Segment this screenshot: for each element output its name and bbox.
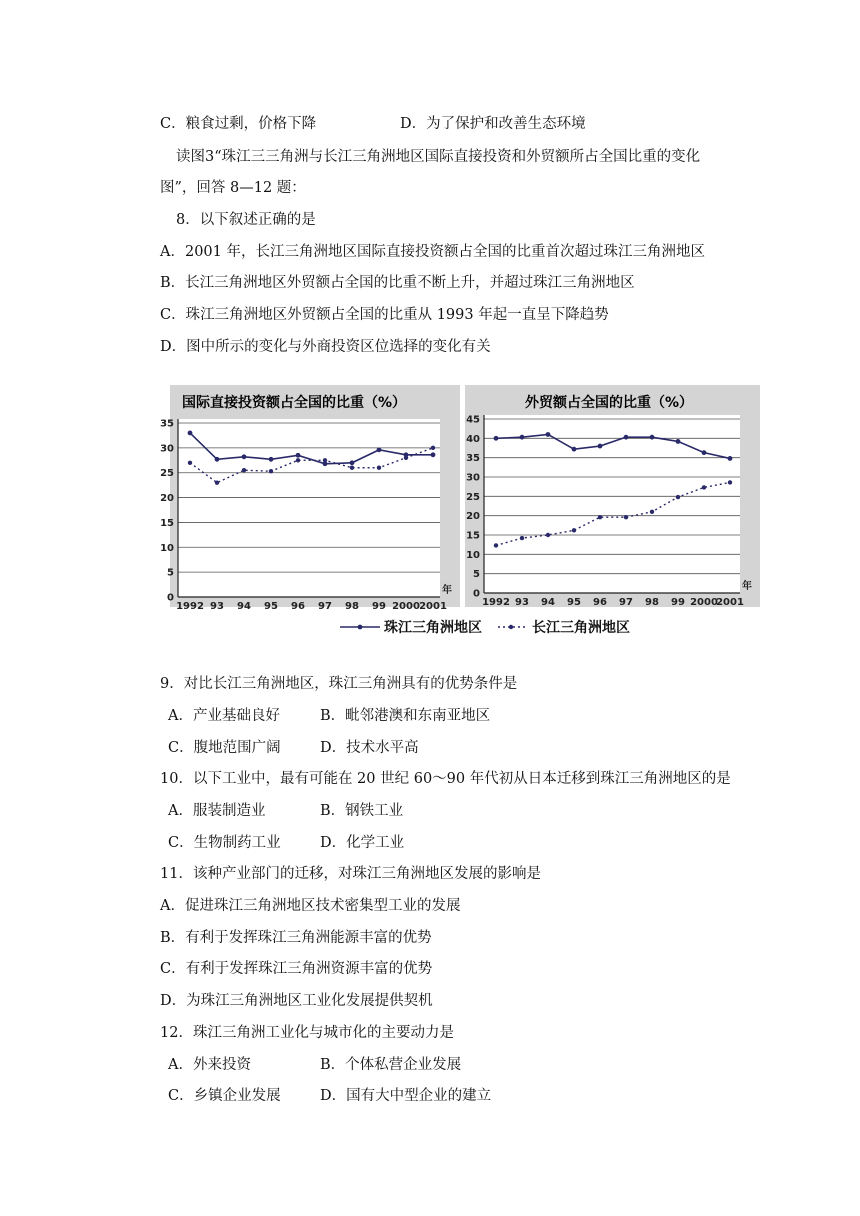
- q9-option-b: B．毗邻港澳和东南亚地区: [320, 708, 491, 724]
- data-point-1-0-2: [546, 432, 551, 437]
- x-tick-label-0-5: 97: [318, 601, 332, 612]
- chart-left-title: 国际直接投资额占全国的比重（%）: [182, 395, 407, 411]
- y-tick-label-1-7: 35: [466, 453, 480, 465]
- x-tick-label-0-3: 95: [264, 601, 278, 612]
- q8-option-a: A．2001 年，长江三角洲地区国际直接投资额占全国的比重首次超过珠江三角洲地区: [160, 244, 705, 260]
- y-tick-label-0-4: 20: [160, 493, 174, 505]
- q7-option-c: C．粮食过剩，价格下降: [160, 116, 317, 132]
- y-tick-label-0-0: 0: [167, 592, 174, 604]
- chart-right: [466, 415, 752, 609]
- data-point-1-1-7: [676, 495, 680, 499]
- q12-stem: 12．珠江三角洲工业化与城市化的主要动力是: [160, 1025, 454, 1041]
- data-point-1-1-3: [572, 528, 576, 532]
- chart-figure: [160, 385, 760, 640]
- x-tick-label-1-2: 94: [541, 597, 555, 608]
- data-point-1-0-6: [650, 435, 655, 440]
- data-point-0-1-3: [269, 469, 273, 473]
- data-point-0-0-1: [215, 457, 220, 462]
- q10-option-d: D．化学工业: [320, 835, 405, 851]
- data-point-1-0-0: [494, 436, 499, 441]
- data-point-0-1-2: [242, 468, 246, 472]
- data-point-1-0-8: [702, 450, 707, 455]
- legend-label-series1: 珠江三角洲地区: [384, 620, 482, 636]
- data-point-1-1-5: [624, 515, 628, 519]
- q8-option-b: B．长江三角洲地区外贸额占全国的比重不断上升，并超过珠江三角洲地区: [160, 275, 635, 291]
- data-point-0-0-6: [350, 460, 355, 465]
- q10-option-a: A．服装制造业: [168, 803, 266, 819]
- intro-line-1: 读图3“珠江三三角洲与长江三角洲地区国际直接投资和外贸额所占全国比重的变化: [176, 149, 701, 165]
- q9-stem: 9．对比长江三角洲地区，珠江三角洲具有的优势条件是: [160, 676, 518, 692]
- q12-option-d: D．国有大中型企业的建立: [320, 1088, 492, 1104]
- data-point-1-1-1: [520, 536, 524, 540]
- q11-option-a: A．促进珠江三角洲地区技术密集型工业的发展: [160, 898, 461, 914]
- chart-right-title: 外贸额占全国的比重（%）: [525, 395, 694, 411]
- q12-option-b: B．个体私营企业发展: [320, 1057, 462, 1073]
- legend-marker-solid: [358, 625, 363, 630]
- data-point-0-1-9: [431, 446, 435, 450]
- q12-option-c: C．乡镇企业发展: [168, 1088, 281, 1104]
- data-point-0-1-1: [215, 480, 219, 484]
- data-point-0-0-0: [188, 431, 193, 436]
- y-tick-label-0-3: 15: [160, 517, 174, 529]
- y-tick-label-1-5: 25: [466, 491, 480, 503]
- data-point-0-0-2: [242, 454, 247, 459]
- y-tick-label-0-5: 25: [160, 468, 174, 480]
- x-tick-label-0-2: 94: [237, 601, 251, 612]
- x-tick-label-1-6: 98: [645, 597, 659, 608]
- x-tick-label-0-1: 93: [210, 601, 224, 612]
- q8-stem: 8．以下叙述正确的是: [176, 212, 316, 228]
- q10-option-c: C．生物制药工业: [168, 835, 281, 851]
- q11-option-b: B．有利于发挥珠江三角洲能源丰富的优势: [160, 930, 432, 946]
- data-point-0-0-3: [269, 457, 274, 462]
- data-point-1-0-7: [676, 439, 681, 444]
- x-tick-label-1-7: 99: [671, 597, 685, 608]
- x-tick-label-0-8: 2000: [392, 601, 420, 612]
- x-unit-label-1: 年: [742, 581, 752, 592]
- x-tick-label-1-8: 2000: [690, 597, 718, 608]
- y-tick-label-1-3: 15: [466, 530, 480, 542]
- plot-area-0: [178, 419, 440, 597]
- x-tick-label-0-7: 99: [372, 601, 386, 612]
- data-point-0-1-6: [350, 466, 354, 470]
- data-point-1-0-9: [728, 456, 733, 461]
- y-tick-label-1-4: 20: [466, 511, 480, 523]
- y-tick-label-0-1: 5: [167, 567, 174, 579]
- y-tick-label-0-6: 30: [160, 443, 174, 455]
- q10-stem: 10．以下工业中，最有可能在 20 世纪 60～90 年代初从日本迁移到珠江三角洲地区的是: [160, 771, 731, 787]
- y-tick-label-1-6: 30: [466, 472, 480, 484]
- data-point-1-0-4: [598, 444, 603, 449]
- data-point-0-1-4: [296, 458, 300, 462]
- x-tick-label-1-4: 96: [593, 597, 607, 608]
- q9-option-a: A．产业基础良好: [168, 708, 280, 724]
- q9-option-d: D．技术水平高: [320, 740, 419, 756]
- x-tick-label-1-9: 2001: [716, 597, 744, 608]
- x-unit-label-0: 年: [442, 585, 452, 596]
- legend: [340, 619, 630, 636]
- data-point-1-1-2: [546, 533, 550, 537]
- data-point-1-0-3: [572, 447, 577, 452]
- q12-option-a: A．外来投资: [168, 1057, 251, 1073]
- data-point-0-1-8: [404, 456, 408, 460]
- y-tick-label-1-1: 5: [473, 569, 480, 581]
- x-tick-label-0-9: 2001: [419, 601, 447, 612]
- data-point-1-1-8: [702, 485, 706, 489]
- y-tick-label-1-9: 45: [466, 414, 480, 426]
- x-tick-label-0-6: 98: [345, 601, 359, 612]
- q11-option-d: D．为珠江三角洲地区工业化发展提供契机: [160, 993, 433, 1009]
- data-point-0-1-5: [323, 458, 327, 462]
- data-point-1-1-6: [650, 510, 654, 514]
- legend-marker-dotted: [509, 625, 513, 629]
- x-tick-label-1-5: 97: [619, 597, 633, 608]
- y-tick-label-1-8: 40: [466, 433, 480, 445]
- data-point-0-0-7: [377, 447, 382, 452]
- y-tick-label-1-2: 10: [466, 549, 480, 561]
- q11-stem: 11．该种产业部门的迁移，对珠江三角洲地区发展的影响是: [160, 866, 541, 882]
- q8-option-c: C．珠江三角洲地区外贸额占全国的比重从 1993 年起一直呈下降趋势: [160, 307, 609, 323]
- data-point-1-1-0: [494, 543, 498, 547]
- data-point-0-1-7: [377, 466, 381, 470]
- x-tick-label-1-1: 93: [515, 597, 529, 608]
- data-point-0-1-0: [188, 461, 192, 465]
- data-point-1-1-4: [598, 515, 602, 519]
- q10-option-b: B．钢铁工业: [320, 803, 404, 819]
- x-tick-label-0-0: 1992: [176, 601, 204, 612]
- x-tick-label-1-0: 1992: [482, 597, 510, 608]
- y-tick-label-0-2: 10: [160, 542, 174, 554]
- data-point-1-1-9: [728, 480, 732, 484]
- y-tick-label-1-0: 0: [473, 588, 480, 600]
- q7-option-d: D．为了保护和改善生态环境: [400, 116, 586, 132]
- q11-option-c: C．有利于发挥珠江三角洲资源丰富的优势: [160, 961, 433, 977]
- chart-left: [160, 419, 452, 613]
- y-tick-label-0-7: 35: [160, 418, 174, 430]
- x-tick-label-1-3: 95: [567, 597, 581, 608]
- x-tick-label-0-4: 96: [291, 601, 305, 612]
- data-point-1-0-5: [624, 435, 629, 440]
- q8-option-d: D．图中所示的变化与外商投资区位选择的变化有关: [160, 339, 491, 355]
- intro-line-2: 图”，回答 8—12 题：: [160, 180, 306, 196]
- data-point-1-0-1: [520, 435, 525, 440]
- legend-label-series2: 长江三角洲地区: [532, 620, 630, 636]
- data-point-0-0-4: [296, 453, 301, 458]
- q9-option-c: C．腹地范围广阔: [168, 740, 281, 756]
- data-point-0-0-9: [431, 452, 436, 457]
